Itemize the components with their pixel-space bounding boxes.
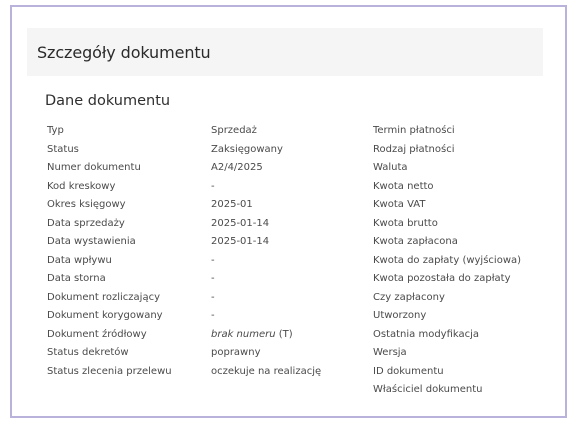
field-label: Kwota VAT	[373, 199, 426, 210]
field-value: A2/4/2025	[211, 162, 263, 173]
field-label: Okres księgowy	[47, 199, 126, 210]
field-label: Dokument korygowany	[47, 310, 163, 321]
field-label: Dokument rozliczający	[47, 291, 160, 303]
field-label: Numer dokumentu	[47, 162, 141, 173]
field-label: Dokument źródłowy	[47, 328, 147, 340]
field-value: Sprzedaż	[211, 125, 257, 136]
field-value: poprawny	[211, 347, 261, 358]
payment-labels-column	[373, 122, 553, 400]
field-value: -	[211, 180, 215, 192]
field-labels-column	[47, 122, 205, 381]
field-value: -	[211, 273, 215, 284]
field-label: Rodzaj płatności	[373, 143, 455, 155]
field-value: oczekuje na realizację	[211, 365, 322, 377]
page-title: Szczegóły dokumentu	[37, 42, 211, 62]
field-label: Kwota do zapłaty (wyjściowa)	[373, 254, 522, 266]
field-label: Ostatnia modyfikacja	[373, 328, 480, 340]
source-document-suffix: (T)	[275, 328, 293, 340]
field-label: Status dekretów	[47, 347, 129, 358]
field-label: Waluta	[373, 162, 408, 173]
section-title: Dane dokumentu	[45, 93, 171, 109]
field-label: Data sprzedaży	[47, 217, 125, 229]
field-value: -	[211, 254, 215, 266]
field-label: Kod kreskowy	[47, 180, 116, 192]
field-label: Utworzony	[373, 310, 427, 321]
field-label: Kwota zapłacona	[373, 236, 458, 247]
field-label: Status	[47, 143, 79, 155]
field-label: Wersja	[373, 347, 407, 358]
field-label: Data storna	[47, 273, 106, 284]
field-value: -	[211, 291, 215, 303]
field-label: Czy zapłacony	[373, 291, 445, 303]
field-value: 2025-01-14	[211, 217, 270, 229]
field-label: Kwota brutto	[373, 217, 438, 229]
field-value: Zaksięgowany	[211, 143, 283, 155]
field-label: Status zlecenia przelewu	[47, 365, 172, 377]
field-label: Kwota netto	[373, 180, 434, 192]
field-label: Typ	[47, 125, 64, 136]
field-label: ID dokumentu	[373, 365, 444, 377]
field-label: Termin płatności	[373, 125, 455, 136]
field-label: Data wystawienia	[47, 236, 136, 247]
field-value: 2025-01-14	[211, 236, 270, 247]
field-label: Data wpływu	[47, 254, 112, 266]
field-value: 2025-01	[211, 199, 253, 210]
source-document-number: brak numeru	[211, 328, 276, 340]
field-value: -	[211, 310, 215, 321]
page-header	[27, 28, 543, 76]
field-label: Kwota pozostała do zapłaty	[373, 273, 511, 284]
field-value	[211, 326, 369, 345]
field-values-column	[211, 122, 369, 381]
field-label: Właściciel dokumentu	[373, 384, 483, 395]
